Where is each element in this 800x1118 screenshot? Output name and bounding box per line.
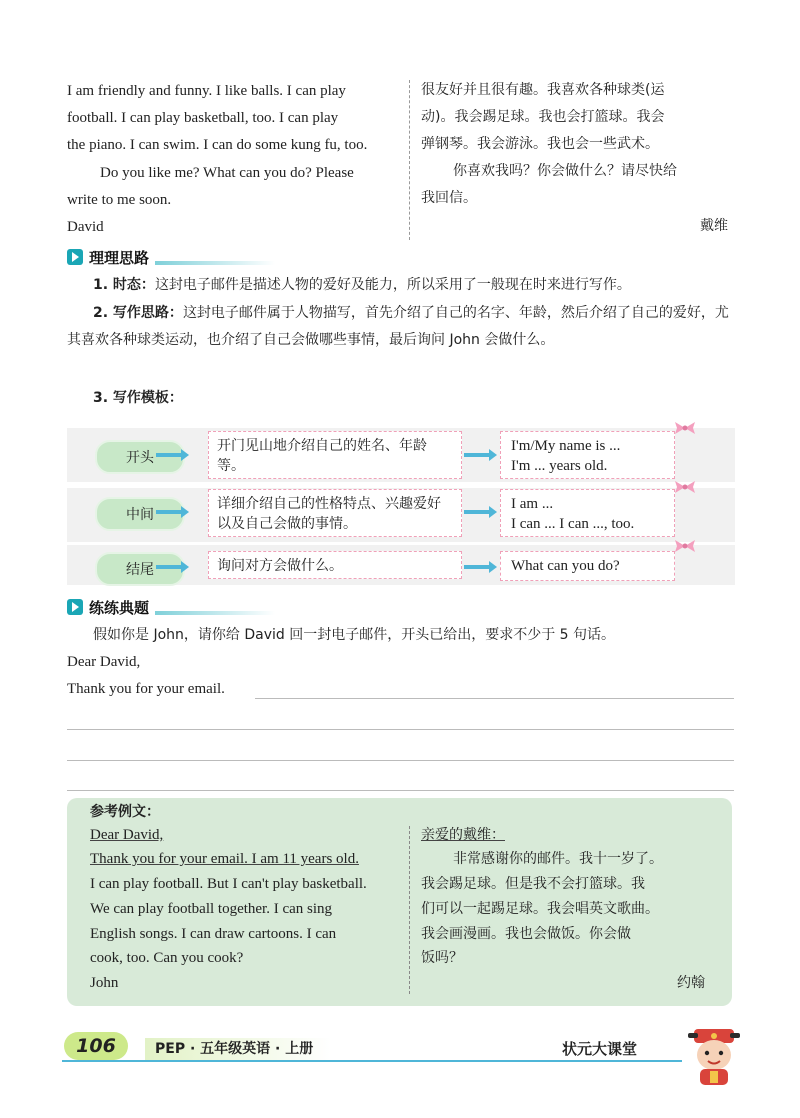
letter-zh-line: 动)。我会踢足球。我也会打篮球。我会 bbox=[421, 109, 665, 125]
answer-zh-line: 亲爱的戴维： bbox=[421, 827, 505, 843]
stage-sentence-box bbox=[500, 431, 675, 479]
stage-description: 详细介绍自己的性格特点、兴趣爱好以及自己会做的事情。 bbox=[208, 489, 462, 537]
stage-sentence: I'm ... years old. bbox=[511, 458, 608, 474]
page-number: 106 bbox=[64, 1032, 128, 1060]
ribbon-icon bbox=[673, 420, 697, 436]
approach-label: 2. 写作思路： bbox=[93, 305, 183, 321]
stage-description: 询问对方会做什么。 bbox=[208, 551, 462, 579]
answer-en-signature: John bbox=[90, 975, 119, 991]
answer-zh-line: 饭吗？ bbox=[421, 950, 463, 966]
arrow-icon bbox=[67, 249, 83, 265]
approach-text: 这封电子邮件属于人物描写，首先介绍了自己的名字、年龄，然后介绍了自己的爱好，尤其喜欢各种球类运动，也介绍了自己会做哪些事情，最后询问 John 会做什么。 bbox=[67, 305, 729, 348]
letter-en-line: write to me soon. bbox=[67, 192, 172, 208]
answer-zh-line: 们可以一起踢足球。我会唱英文歌曲。 bbox=[421, 901, 659, 917]
answer-zh-line: 我会画漫画。我也会做饭。你会做 bbox=[421, 926, 631, 942]
arrow-icon bbox=[464, 453, 490, 457]
stage-pill-middle: 中间 bbox=[95, 497, 185, 531]
arrow-icon bbox=[464, 510, 490, 514]
answer-column-divider bbox=[409, 826, 410, 994]
letter-zh-line: 很友好并且很有趣。我喜欢各种球类(运 bbox=[421, 82, 665, 98]
letter-zh-signature: 戴维 bbox=[700, 218, 728, 234]
stage-description: 开门见山地介绍自己的姓名、年龄等。 bbox=[208, 431, 462, 479]
writing-line[interactable] bbox=[67, 729, 734, 730]
answer-en-line: Dear David, bbox=[90, 827, 164, 843]
writing-line[interactable] bbox=[255, 698, 734, 699]
answer-zh-line: 非常感谢你的邮件。我十一岁了。 bbox=[453, 851, 663, 867]
letter-zh-line: 弹钢琴。我会游泳。我也会一些武术。 bbox=[421, 136, 659, 152]
section-header-practice bbox=[67, 596, 275, 618]
tense-paragraph bbox=[67, 272, 735, 299]
tense-text: 这封电子邮件是描述人物的爱好及能力，所以采用了一般现在时来进行写作。 bbox=[154, 277, 631, 293]
brand-name: 状元大课堂 bbox=[562, 1040, 638, 1058]
practice-prompt: 假如你是 John，请你给 David 回一封电子邮件，开头已给出，要求不少于 5 句话。 bbox=[93, 627, 616, 643]
section-title: 理理思路 bbox=[89, 248, 150, 267]
footer-rule bbox=[62, 1060, 682, 1062]
letter-en-line: Do you like me? What can you do? Please bbox=[100, 165, 354, 181]
template-label: 3. 写作模板： bbox=[93, 390, 183, 406]
reference-answer-title: 参考例文： bbox=[90, 804, 160, 820]
ribbon-icon bbox=[673, 538, 697, 554]
stage-sentence: What can you do? bbox=[511, 558, 620, 574]
answer-en-line: Thank you for your email. I am 11 years old. bbox=[90, 851, 359, 867]
letter-en-line: I am friendly and funny. I like balls. I can play bbox=[67, 83, 346, 99]
answer-en-line: cook, too. Can you cook? bbox=[90, 950, 244, 966]
stage-pill-ending: 结尾 bbox=[95, 552, 185, 586]
approach-paragraph bbox=[67, 300, 735, 354]
letter-en-signature: David bbox=[67, 219, 104, 235]
section-title: 练练典题 bbox=[89, 598, 150, 617]
stage-sentence-box bbox=[500, 489, 675, 537]
answer-zh-line: 我会踢足球。但是我不会打篮球。我 bbox=[421, 876, 645, 892]
practice-greeting: Dear David, bbox=[67, 654, 141, 670]
answer-en-line: We can play football together. I can sing bbox=[90, 901, 333, 917]
arrow-icon bbox=[464, 565, 490, 569]
section-underline bbox=[155, 611, 275, 615]
letter-zh-line: 你喜欢我吗？你会做什么？请尽快给 bbox=[453, 163, 677, 179]
stage-sentence: I'm/My name is ... bbox=[511, 438, 621, 454]
tense-label: 1. 时态： bbox=[93, 277, 155, 293]
answer-zh-signature: 约翰 bbox=[677, 975, 705, 991]
column-divider bbox=[409, 80, 410, 240]
template-heading bbox=[67, 385, 735, 412]
arrow-icon bbox=[67, 599, 83, 615]
answer-en-line: English songs. I can draw cartoons. I can bbox=[90, 926, 337, 942]
practice-opening: Thank you for your email. bbox=[67, 681, 225, 697]
mascot-icon bbox=[684, 1025, 744, 1087]
section-underline bbox=[155, 261, 275, 265]
letter-en-line: football. I can play basketball, too. I can play bbox=[67, 110, 339, 126]
arrow-icon bbox=[156, 510, 182, 514]
answer-en-line: I can play football. But I can't play basketball. bbox=[90, 876, 367, 892]
letter-en-line: the piano. I can swim. I can do some kung fu, too. bbox=[67, 137, 368, 153]
arrow-icon bbox=[156, 565, 182, 569]
stage-sentence-box bbox=[500, 551, 675, 581]
stage-sentence: I can ... I can ..., too. bbox=[511, 516, 635, 532]
section-header-ideas bbox=[67, 246, 275, 268]
stage-sentence: I am ... bbox=[511, 496, 554, 512]
arrow-icon bbox=[156, 453, 182, 457]
letter-zh-line: 我回信。 bbox=[421, 190, 477, 206]
writing-line[interactable] bbox=[67, 760, 734, 761]
ribbon-icon bbox=[673, 479, 697, 495]
writing-line[interactable] bbox=[67, 790, 734, 791]
book-title: PEP · 五年级英语 · 上册 bbox=[145, 1038, 331, 1060]
stage-pill-opening: 开头 bbox=[95, 440, 185, 474]
